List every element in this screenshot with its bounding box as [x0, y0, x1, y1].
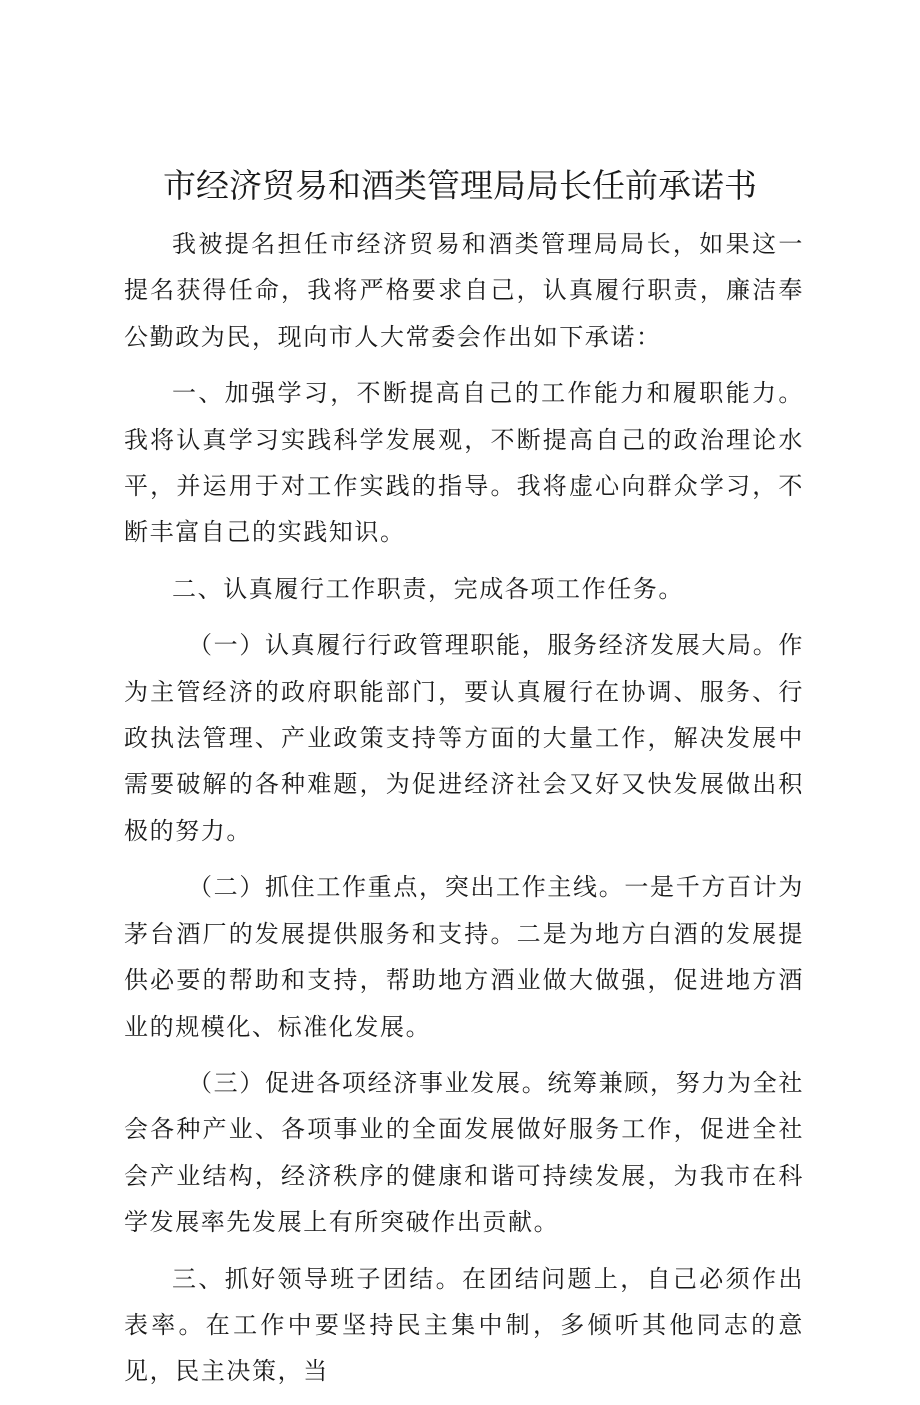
paragraph-commitment-2-2: （二）抓住工作重点，突出工作主线。一是千方百计为茅台酒厂的发展提供服务和支持。二是为地方白酒的发展提供必要的帮助和支持，帮助地方酒业做大做强，促进地方酒业的规模化、标准化发展。	[124, 873, 804, 1041]
document-title: 市经济贸易和酒类管理局局长任前承诺书	[163, 166, 757, 205]
paragraph-commitment-2-3: （三）促进各项经济事业发展。统筹兼顾，努力为全社会各种产业、各项事业的全面发展做好服务工作，促进全社会产业结构，经济秩序的健康和谐可持续发展，为我市在科学发展率先发展上有所突破作出贡献。	[124, 1068, 804, 1237]
paragraph-commitment-1: 一、加强学习，不断提高自己的工作能力和履职能力。我将认真学习实践科学发展观，不断提高自己的政治理论水平，并运用于对工作实践的指导。我将虚心向群众学习，不断丰富自己的实践知识。	[124, 379, 804, 547]
paragraph-commitment-3: 三、抓好领导班子团结。在团结问题上，自己必须作出表率。在工作中要坚持民主集中制，多倾听其他同志的意见，民主决策，当	[124, 1264, 804, 1386]
paragraph-commitment-2: 二、认真履行工作职责，完成各项工作任务。	[172, 574, 684, 603]
paragraph-commitment-2-1: （一）认真履行行政管理职能，服务经济发展大局。作为主管经济的政府职能部门，要认真履行在协调、服务、行政执法管理、产业政策支持等方面的大量工作，解决发展中需要破解的各种难题，为促进经济社会又好又快发展做出积极的努力。	[124, 631, 804, 845]
paragraph-intro: 我被提名担任市经济贸易和酒类管理局局长，如果这一提名获得任命，我将严格要求自己，认真履行职责，廉洁奉公勤政为民，现向市人大常委会作出如下承诺：	[124, 230, 804, 351]
document-body	[124, 221, 804, 1405]
